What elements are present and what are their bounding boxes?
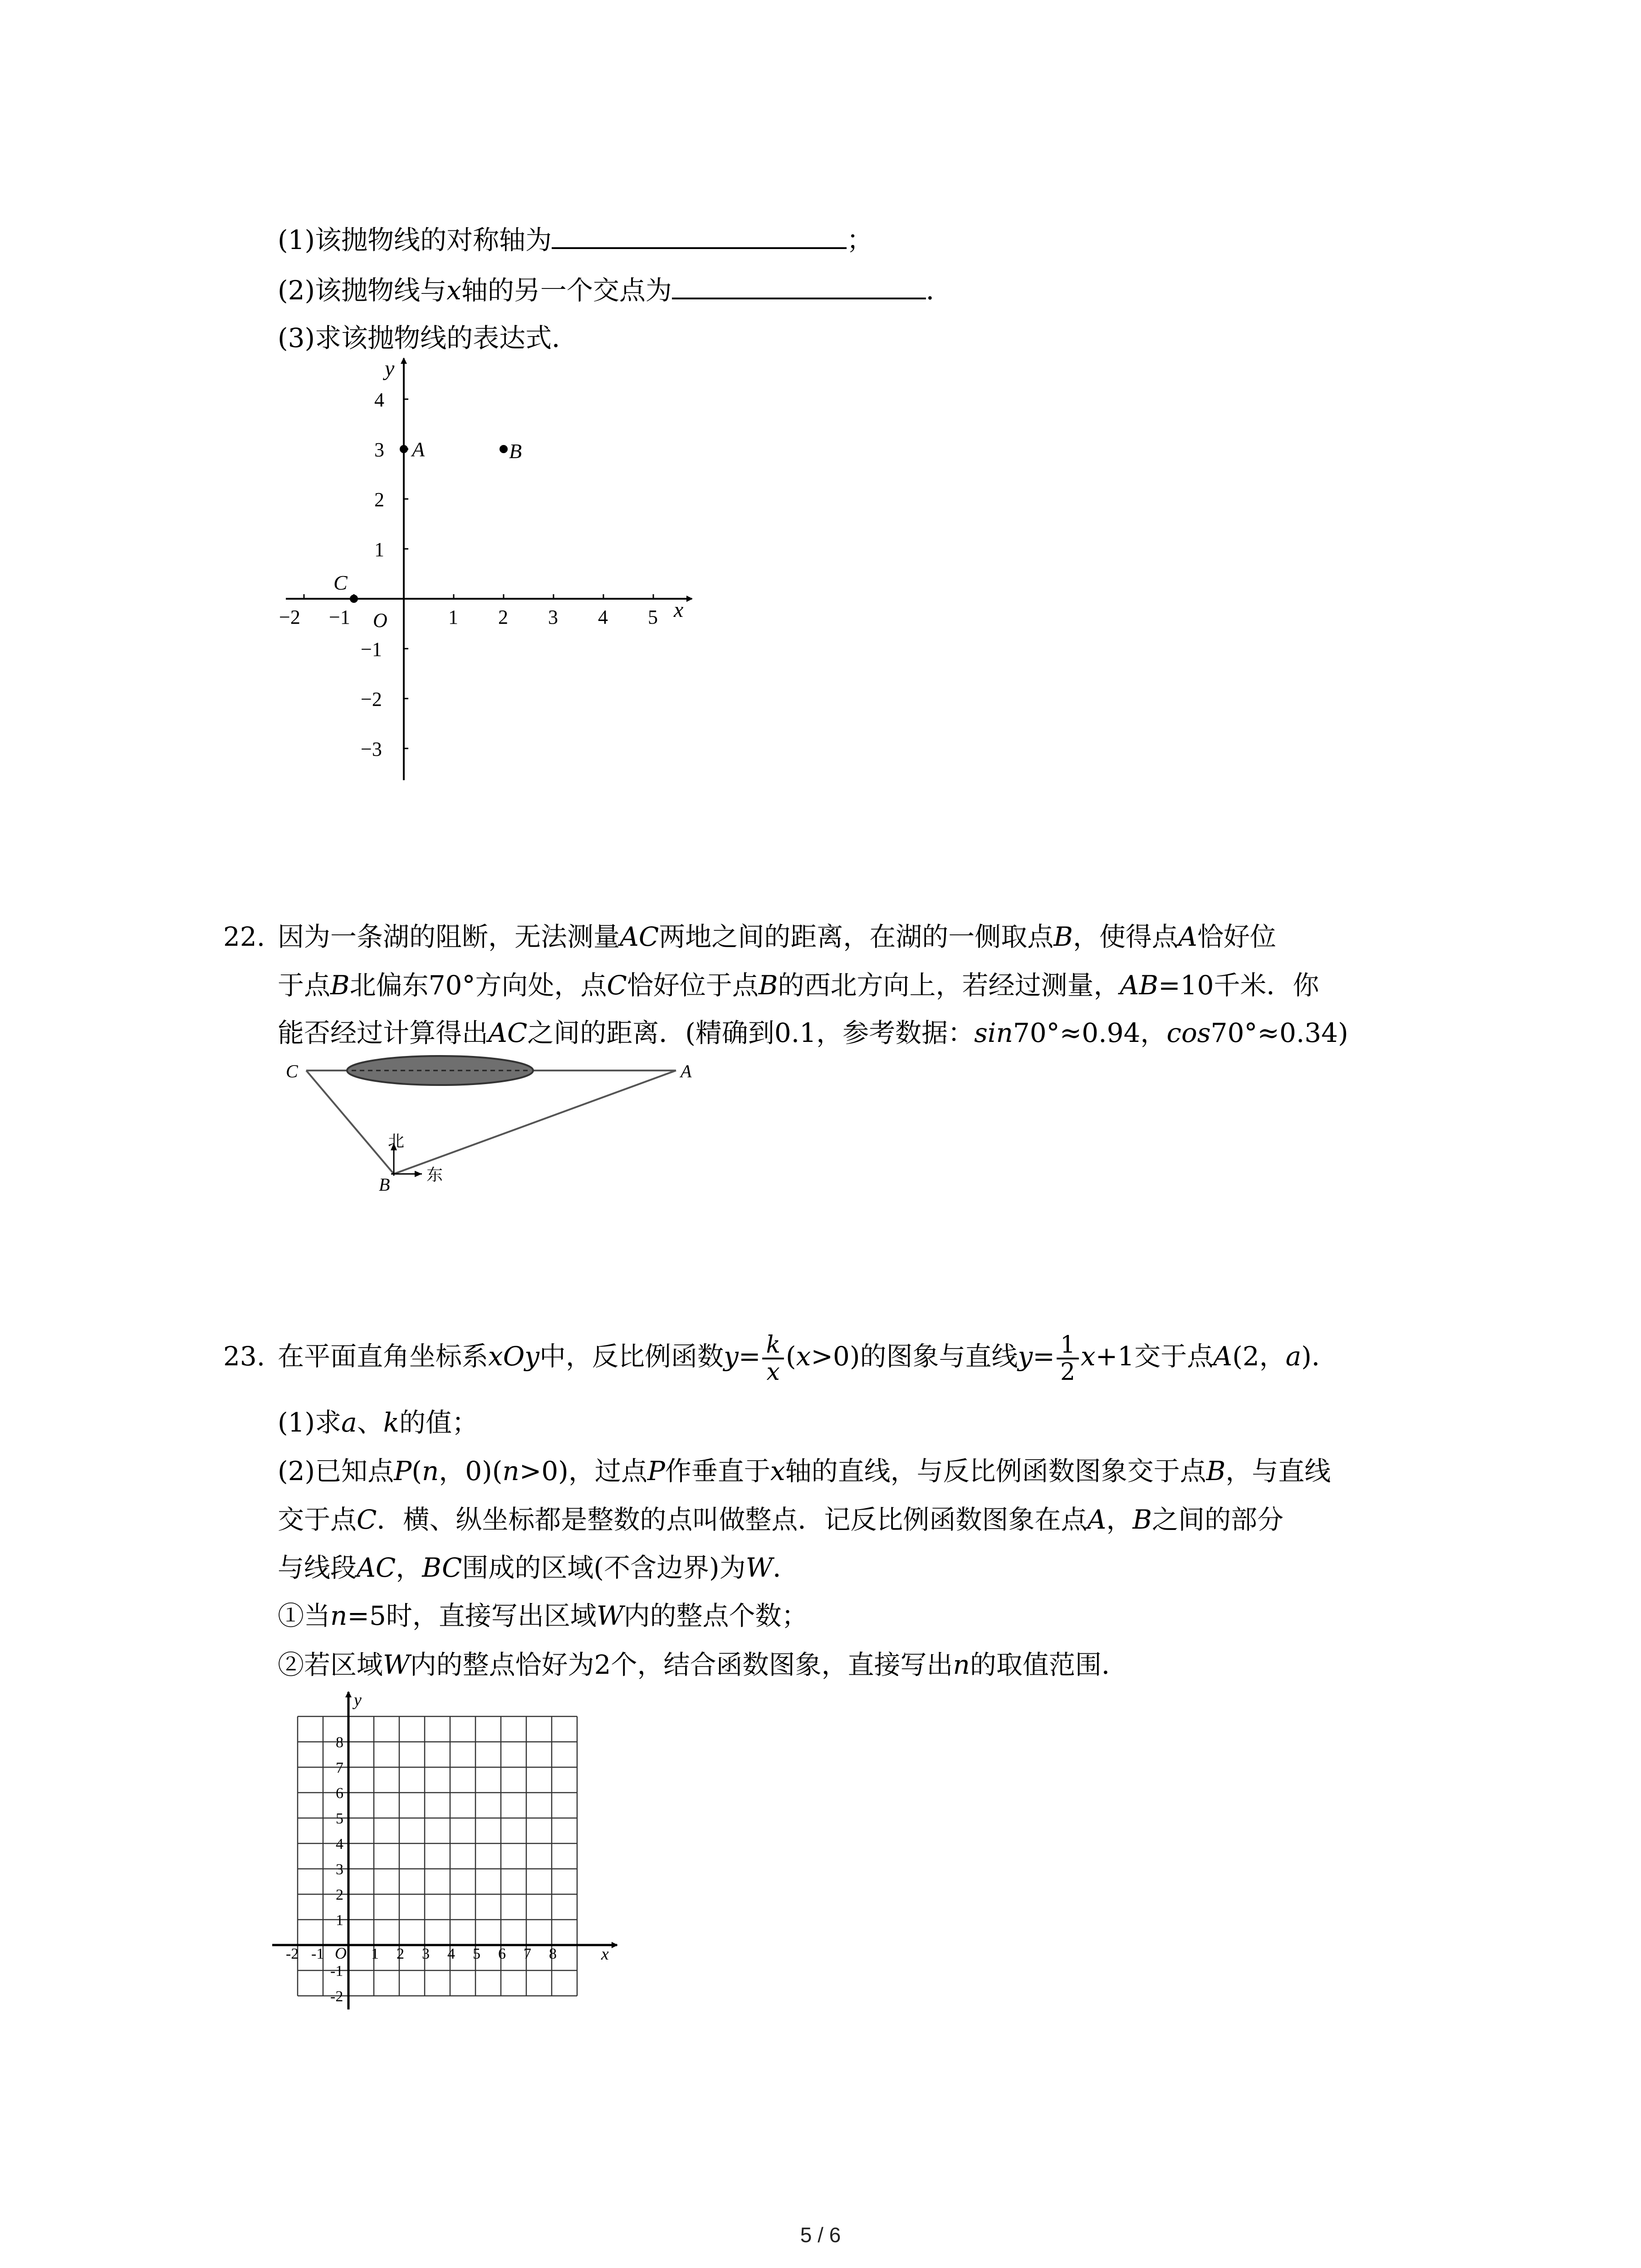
grid-origin-label: O — [335, 1944, 347, 1962]
y-tick-label: −2 — [361, 688, 382, 710]
q23-line6: ①当n=5时，直接写出区域W内的整点个数； — [278, 1600, 808, 1631]
grid-x-tick: -1 — [311, 1945, 324, 1962]
grid-y-tick: 4 — [336, 1836, 343, 1853]
grid-x-tick: 5 — [473, 1945, 480, 1962]
x-tick-label: 4 — [598, 606, 608, 628]
grid-y-tick: 1 — [336, 1912, 343, 1929]
y-tick-label: 1 — [374, 538, 384, 561]
grid-y-tick: 3 — [336, 1861, 343, 1878]
y-tick-label: 3 — [374, 439, 384, 461]
grid-x-tick: 4 — [447, 1945, 455, 1962]
x-tick-label: 5 — [648, 606, 658, 628]
x-tick-label: 2 — [498, 606, 508, 628]
grid-y-tick: 2 — [336, 1887, 343, 1903]
q23-line4: 交于点C．横、纵坐标都是整数的点叫做整点．记反比例函数图象在点A，B之间的部分 — [278, 1504, 1283, 1535]
q22-number: 22. — [223, 921, 265, 952]
point-c-label: C — [333, 571, 348, 594]
grid-x-tick: -2 — [286, 1945, 299, 1962]
grid-x-tick: 6 — [498, 1945, 506, 1962]
grid-y-label: y — [354, 1691, 362, 1710]
label-b: B — [379, 1174, 390, 1195]
origin-label: O — [373, 609, 387, 631]
x-tick-label: −1 — [329, 606, 350, 628]
q21-part2: (2)该抛物线与x轴的另一个交点为 ． — [278, 270, 952, 308]
page-number: 5 / 6 — [800, 2223, 841, 2247]
y-axis-label: y — [385, 357, 395, 381]
y-tick-label: 4 — [374, 389, 384, 411]
label-east: 东 — [426, 1166, 443, 1184]
y-tick-label: −3 — [361, 738, 382, 760]
label-a: A — [681, 1061, 692, 1081]
q23-number: 23. — [223, 1341, 265, 1372]
q22-line1: 因为一条湖的阻断，无法测量AC两地之间的距离，在湖的一侧取点B，使得点A恰好位 — [278, 921, 1276, 952]
x-tick-label: 3 — [548, 606, 558, 628]
fraction-k-over-x: $\frac{k}{x}$ — [762, 1332, 784, 1385]
point-b-label: B — [509, 440, 522, 463]
label-c: C — [286, 1061, 298, 1081]
fraction-one-half: $\frac{1}{2}$ — [1057, 1332, 1079, 1385]
grid-y-tick: -2 — [330, 1988, 343, 2005]
grid-x-tick: 7 — [524, 1945, 531, 1962]
grid-x-label: x — [601, 1945, 609, 1964]
q22-line2: 于点B北偏东70°方向处，点C恰好位于点B的西北方向上，若经过测量，AB=10千米．你 — [278, 970, 1319, 1001]
grid-y-tick: 7 — [336, 1760, 343, 1776]
x-axis-label: x — [674, 598, 684, 622]
grid-x-tick: 1 — [371, 1945, 379, 1962]
label-north: 北 — [388, 1132, 405, 1150]
grid-y-tick: 8 — [336, 1734, 343, 1751]
x-tick-label: 1 — [448, 606, 458, 628]
q23-line3: (2)已知点P(n，0)(n>0)，过点P作垂直于x轴的直线，与反比例函数图象交于点B，与直线 — [278, 1456, 1331, 1486]
grid-x-tick: 8 — [549, 1945, 557, 1962]
point-a-label: A — [412, 438, 425, 461]
q22-line3: 能否经过计算得出AC之间的距离．(精确到0.1，参考数据：sin70°≈0.94，cos70°≈0.34) — [278, 1017, 1348, 1048]
grid-y-tick: 6 — [336, 1785, 343, 1802]
q23-line5: 与线段AC，BC围成的区域(不含边界)为W． — [278, 1552, 799, 1583]
grid-y-tick: -1 — [330, 1963, 343, 1980]
q23-line1: 在平面直角坐标系xOy中，反比例函数y= $\frac{k}{x}$ (x>0)的图象与直线y= $\frac{1}{2}$ x+1交于点A(2，a)． — [278, 1331, 1338, 1386]
grid-x-tick: 2 — [397, 1945, 404, 1962]
q23-line2: (1)求a、k的值； — [278, 1407, 478, 1438]
q23-line7: ②若区域W内的整点恰好为2个，结合函数图象，直接写出n的取值范围． — [278, 1649, 1128, 1680]
q21-part3: (3)求该抛物线的表达式． — [278, 323, 578, 353]
y-tick-label: −1 — [361, 638, 382, 660]
x-tick-label: −2 — [279, 606, 300, 628]
grid-y-tick: 5 — [336, 1810, 343, 1827]
y-tick-label: 2 — [374, 489, 384, 511]
grid-x-tick: 3 — [422, 1945, 430, 1962]
q21-part1: (1)该抛物线的对称轴为 ； — [278, 220, 873, 258]
